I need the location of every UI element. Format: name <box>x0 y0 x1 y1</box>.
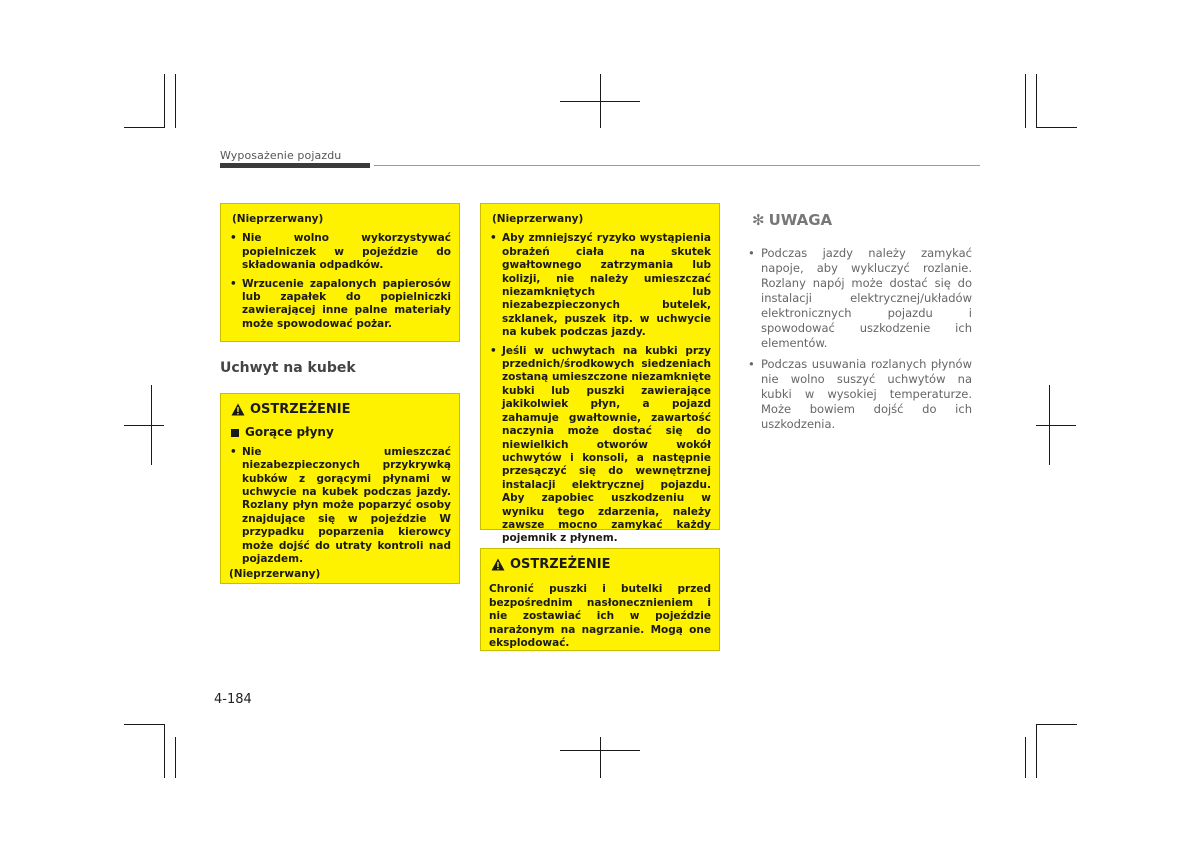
note-title: UWAGA <box>768 211 833 229</box>
warning-item: • Aby zmniejszyć ryzyko wystąpienia obrażeń ciała na skutek gwałtownego zatrzymania lub kolizji, nie należy umieszczać niezamkniętych lub niezabezpieczonych butelek, szklanek, puszek itp. w uchwycie na kubek podczas jazdy. <box>489 232 711 339</box>
warning-item: • Nie umieszczać niezabezpieczonych przykrywką kubków z gorącymi płynami w uchwycie na kubek podczas jazdy. Rozlany płyn może poparzyć osoby znajdujące się w pojeździe W przypadku poparzenia kierowcy może dojść do utraty kontroli nad pojazdem. <box>229 446 451 567</box>
warning-title: OSTRZEŻENIE <box>510 557 611 572</box>
subheading-text: Gorące płyny <box>245 425 334 440</box>
warning-continued-box-col1 <box>220 203 460 342</box>
note-item: • Podczas jazdy należy zamykać napoje, aby wykluczyć rozlanie. Rozlany napój może dostać się do instalacji elektrycznej/układów elektronicznych pojazdu i spowodować uszkodzenie ich elementów. <box>748 246 972 351</box>
square-bullet-icon <box>231 429 239 437</box>
continued-label: (Nieprzerwany) <box>232 213 324 225</box>
warning-sunlight-box <box>480 548 720 651</box>
warning-item: • Jeśli w uchwytach na kubki przy przednich/środkowych siedzeniach zostaną umieszczone niezamknięte kubki lub puszki zawierające jakikolwiek płyn, a pojazd zahamuje gwałtownie, zawartość naczynia może dostać się do niewielkich otworów wokół uchwytów i konsoli, a następnie przesączyć się do wewnętrznej instalacji elektrycznej pojazdu. Aby zapobiec uszkodzeniu w wyniku tego zdarzenia, należy zawsze mocno zamykać każdy pojemnik z płynem. <box>489 345 711 546</box>
warning-title: OSTRZEŻENIE <box>250 402 351 417</box>
warning-list <box>489 232 711 545</box>
warning-hot-liquids-box <box>220 393 460 584</box>
warning-heading <box>231 403 451 416</box>
header-rule-light <box>374 165 980 166</box>
warning-item: • Wrzucenie zapalonych papierosów lub zapałek do popielniczki zawierającej inne palne materiały może spowodować pożar. <box>229 278 451 332</box>
warning-heading <box>491 558 711 571</box>
warning-continued-box-col2 <box>480 203 720 545</box>
note-heading <box>752 211 832 229</box>
page-number: 4-184 <box>214 692 252 707</box>
warning-subheading <box>231 426 451 439</box>
note-item: • Podczas usuwania rozlanych płynów nie wolno suszyć uchwytów na kubki w wysokiej temperaturze. Może bowiem dojść do ich uszkodzenia. <box>748 357 972 432</box>
warning-text: Chronić puszki i butelki przed bezpośrednim nasłonecznieniem i nie zostawiać ich w pojeździe narażonym na nagrzanie. Mogą one eksplodować. <box>489 583 711 650</box>
continued-label: (Nieprzerwany) <box>492 213 584 225</box>
header-rule-dark <box>220 163 370 168</box>
warning-triangle-icon <box>231 403 245 416</box>
note-list <box>748 246 972 438</box>
warning-item: • Nie wolno wykorzystywać popielniczek w pojeździe do składowania odpadków. <box>229 232 451 272</box>
warning-list <box>229 446 451 567</box>
section-title: Uchwyt na kubek <box>220 360 356 376</box>
warning-triangle-icon <box>491 558 505 571</box>
continued-label: (Nieprzerwany) <box>229 568 321 581</box>
asterisk-icon: ✻ <box>752 211 765 229</box>
chapter-header: Wyposażenie pojazdu <box>220 149 342 162</box>
warning-list <box>229 232 451 331</box>
